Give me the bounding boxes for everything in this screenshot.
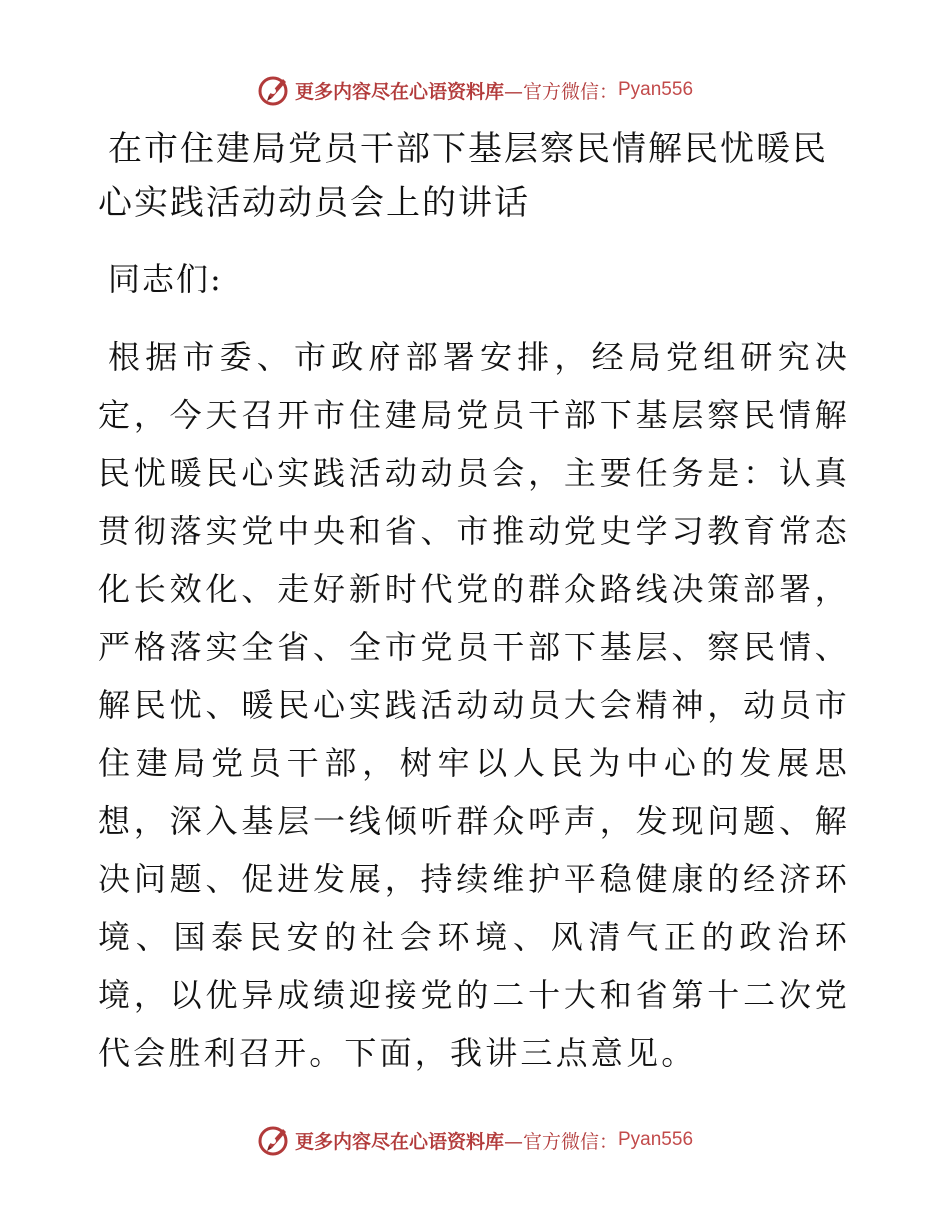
footer-watermark-banner bbox=[0, 1120, 950, 1160]
banner-wechat-id: Pyan556 bbox=[618, 79, 694, 100]
banner-separator-text: —官方微信： bbox=[503, 80, 618, 103]
pen-circle-logo-icon bbox=[257, 73, 291, 107]
banner-main-text: 更多内容尽在心语资料库 bbox=[294, 1130, 504, 1153]
pen-circle-logo-icon bbox=[257, 1123, 291, 1157]
banner-separator-text: —官方微信： bbox=[503, 1130, 618, 1153]
banner-wechat-id: Pyan556 bbox=[618, 1129, 694, 1150]
banner-main-text: 更多内容尽在心语资料库 bbox=[294, 80, 504, 103]
header-watermark-banner bbox=[0, 70, 950, 110]
greeting-line: 同志们: bbox=[108, 260, 223, 298]
document-title: 在市住建局党员干部下基层察民情解民忧暖民心实践活动动员会上的讲话 bbox=[98, 129, 828, 223]
body-paragraph: 根据市委、市政府部署安排，经局党组研究决定，今天召开市住建局党员干部下基层察民情解民忧暖民心实践活动动员会，主要任务是：认真贯彻落实党中央和省、市推动党史学习教育常态化长效化、走好新时代党的群众路线决策部署，严格落实全省、全市党员干部下基层、察民情、解民忧、暖民心实践活动动员大会精神，动员市住建局党员干部，树牢以人民为中心的发展思想，深入基层一线倾听群众呼声，发现问题、解决问题、促进发展，持续维护平稳健康的经济环境、国泰民安的社会环境、风清气正的政治环境，以优异成绩迎接党的二十大和省第十二次党代会胜利召开。下面，我讲三点意见。 bbox=[98, 338, 850, 1072]
